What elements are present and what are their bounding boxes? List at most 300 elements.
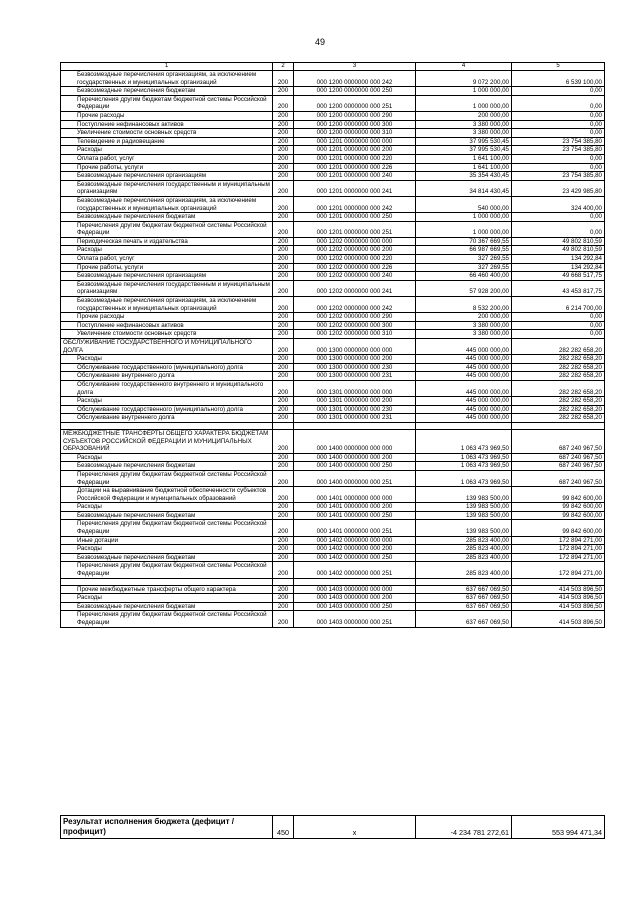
row-classification: 000 1403 0000000 000 000 xyxy=(294,585,416,594)
spacer-cell xyxy=(416,422,512,429)
row-actual-value: 43 453 817,75 xyxy=(512,280,605,296)
row-classification: 000 1200 0000000 000 250 xyxy=(294,87,416,96)
row-actual-value: 134 292,84 xyxy=(512,263,605,272)
row-classification: 000 1300 0000000 000 000 xyxy=(294,339,416,355)
row-plan-value: 637 667 069,50 xyxy=(416,585,512,594)
row-plan-value: 285 823 400,00 xyxy=(416,553,512,562)
table-row xyxy=(61,511,605,520)
row-plan-value: 1 641 100,00 xyxy=(416,163,512,172)
table-row xyxy=(61,453,605,462)
row-classification: 000 1401 0000000 000 251 xyxy=(294,520,416,536)
row-code: 200 xyxy=(273,237,294,246)
row-classification: 000 1401 0000000 000 250 xyxy=(294,511,416,520)
row-actual-value: 0,00 xyxy=(512,330,605,339)
row-plan-value: 445 000 000,00 xyxy=(416,380,512,396)
row-code: 200 xyxy=(273,397,294,406)
column-header: 5 xyxy=(512,63,605,71)
row-classification: 000 1202 0000000 000 241 xyxy=(294,280,416,296)
row-plan-value: 1 000 000,00 xyxy=(416,221,512,237)
row-actual-value: 0,00 xyxy=(512,213,605,222)
row-code: 200 xyxy=(273,453,294,462)
row-name: Обслуживание государственного (муниципального) долга xyxy=(61,405,273,414)
table-row xyxy=(61,414,605,423)
row-actual-value: 49 802 810,59 xyxy=(512,246,605,255)
table-row xyxy=(61,487,605,503)
result-row xyxy=(61,816,605,839)
row-plan-value: 3 380 000,00 xyxy=(416,321,512,330)
row-classification: 000 1202 0000000 000 290 xyxy=(294,313,416,322)
row-plan-value: 37 995 530,45 xyxy=(416,137,512,146)
table-row xyxy=(61,313,605,322)
table-row xyxy=(61,321,605,330)
row-code: 200 xyxy=(273,594,294,603)
row-name: Обслуживание государственного внутреннего и муниципального долга xyxy=(61,380,273,396)
spacer-cell xyxy=(294,422,416,429)
row-code: 200 xyxy=(273,380,294,396)
result-classification: x xyxy=(294,816,416,839)
row-classification: 000 1202 0000000 000 310 xyxy=(294,330,416,339)
row-name: Безвозмездные перечисления организациям xyxy=(61,272,273,281)
row-code: 200 xyxy=(273,321,294,330)
row-code: 200 xyxy=(273,536,294,545)
row-plan-value: 8 532 200,00 xyxy=(416,297,512,313)
row-code: 200 xyxy=(273,196,294,212)
row-code: 200 xyxy=(273,339,294,355)
row-actual-value: 99 842 600,00 xyxy=(512,503,605,512)
table-row xyxy=(61,297,605,313)
row-actual-value: 0,00 xyxy=(512,95,605,111)
row-classification: 000 1401 0000000 000 200 xyxy=(294,503,416,512)
row-code: 200 xyxy=(273,87,294,96)
page-number: 49 xyxy=(314,37,325,47)
row-classification: 000 1300 0000000 000 231 xyxy=(294,372,416,381)
table-row xyxy=(61,520,605,536)
row-plan-value: 445 000 000,00 xyxy=(416,414,512,423)
row-classification: 000 1300 0000000 000 200 xyxy=(294,355,416,364)
row-actual-value: 6 539 100,00 xyxy=(512,71,605,87)
row-code: 200 xyxy=(273,470,294,486)
table-row xyxy=(61,221,605,237)
row-classification: 000 1402 0000000 000 250 xyxy=(294,553,416,562)
row-actual-value: 172 894 271,00 xyxy=(512,536,605,545)
row-classification: 000 1200 0000000 000 300 xyxy=(294,120,416,129)
row-classification: 000 1201 0000000 000 000 xyxy=(294,137,416,146)
row-plan-value: 285 823 400,00 xyxy=(416,562,512,578)
row-plan-value: 445 000 000,00 xyxy=(416,397,512,406)
row-code: 200 xyxy=(273,330,294,339)
row-classification: 000 1403 0000000 000 200 xyxy=(294,594,416,603)
table-row xyxy=(61,602,605,611)
row-classification: 000 1403 0000000 000 251 xyxy=(294,611,416,627)
row-actual-value: 282 282 658,20 xyxy=(512,405,605,414)
row-plan-value: 57 928 200,00 xyxy=(416,280,512,296)
row-classification: 000 1400 0000000 000 251 xyxy=(294,470,416,486)
row-actual-value: 0,00 xyxy=(512,313,605,322)
row-classification: 000 1402 0000000 000 200 xyxy=(294,545,416,554)
row-name: Прочие расходы xyxy=(61,313,273,322)
row-name: Безвозмездные перечисления бюджетам xyxy=(61,87,273,96)
row-code: 200 xyxy=(273,154,294,163)
row-name: Оплата работ, услуг xyxy=(61,154,273,163)
table-row xyxy=(61,163,605,172)
row-name: Иные дотации xyxy=(61,536,273,545)
row-plan-value: 66 460 400,00 xyxy=(416,272,512,281)
table-row xyxy=(61,146,605,155)
row-code: 200 xyxy=(273,213,294,222)
row-classification: 000 1401 0000000 000 000 xyxy=(294,487,416,503)
row-name: Безвозмездные перечисления государственным и муниципальным организациям xyxy=(61,280,273,296)
row-classification: 000 1200 0000000 000 290 xyxy=(294,111,416,120)
row-classification: 000 1200 0000000 000 242 xyxy=(294,71,416,87)
row-name: Поступление нефинансовых активов xyxy=(61,120,273,129)
row-actual-value: 687 240 967,50 xyxy=(512,462,605,471)
row-name: Расходы xyxy=(61,503,273,512)
row-actual-value: 687 240 967,50 xyxy=(512,429,605,453)
table-row xyxy=(61,120,605,129)
row-name: Расходы xyxy=(61,355,273,364)
row-name: ОБСЛУЖИВАНИЕ ГОСУДАРСТВЕННОГО И МУНИЦИПАЛЬНОГО ДОЛГА xyxy=(61,339,273,355)
spacer-cell xyxy=(416,578,512,585)
row-classification: 000 1201 0000000 000 220 xyxy=(294,154,416,163)
row-plan-value: 139 983 500,00 xyxy=(416,487,512,503)
row-code: 200 xyxy=(273,429,294,453)
table-row xyxy=(61,246,605,255)
table-row xyxy=(61,503,605,512)
row-actual-value: 99 842 600,00 xyxy=(512,520,605,536)
row-name: Безвозмездные перечисления бюджетам xyxy=(61,553,273,562)
row-classification: 000 1301 0000000 000 000 xyxy=(294,380,416,396)
row-code: 200 xyxy=(273,602,294,611)
row-actual-value: 0,00 xyxy=(512,154,605,163)
row-classification: 000 1202 0000000 000 200 xyxy=(294,246,416,255)
row-actual-value: 0,00 xyxy=(512,120,605,129)
row-name: Безвозмездные перечисления бюджетам xyxy=(61,213,273,222)
table-row xyxy=(61,255,605,264)
row-plan-value: 445 000 000,00 xyxy=(416,405,512,414)
row-name: Безвозмездные перечисления организациям, за исключением государственных и муниципальных организаций xyxy=(61,71,273,87)
row-code: 200 xyxy=(273,221,294,237)
row-actual-value: 282 282 658,20 xyxy=(512,414,605,423)
row-code: 200 xyxy=(273,246,294,255)
row-plan-value: 139 983 500,00 xyxy=(416,503,512,512)
row-actual-value: 134 292,84 xyxy=(512,255,605,264)
row-plan-value: 200 000,00 xyxy=(416,111,512,120)
row-actual-value: 0,00 xyxy=(512,129,605,138)
table-row xyxy=(61,372,605,381)
row-code: 200 xyxy=(273,263,294,272)
row-actual-value: 0,00 xyxy=(512,87,605,96)
table-row xyxy=(61,172,605,181)
table-row xyxy=(61,339,605,355)
row-classification: 000 1300 0000000 000 230 xyxy=(294,363,416,372)
row-name: Обслуживание внутреннего долга xyxy=(61,414,273,423)
row-actual-value: 23 754 385,80 xyxy=(512,146,605,155)
table-row xyxy=(61,180,605,196)
row-plan-value: 1 063 473 969,50 xyxy=(416,453,512,462)
row-classification: 000 1200 0000000 000 310 xyxy=(294,129,416,138)
row-classification: 000 1400 0000000 000 200 xyxy=(294,453,416,462)
row-name: Расходы xyxy=(61,397,273,406)
row-name: Безвозмездные перечисления организациям, за исключением государственных и муниципальных организаций xyxy=(61,297,273,313)
row-name: Перечисления другим бюджетам бюджетной системы Российской Федерации xyxy=(61,562,273,578)
row-actual-value: 23 429 985,80 xyxy=(512,180,605,196)
spacer-row xyxy=(61,422,605,429)
row-classification: 000 1201 0000000 000 240 xyxy=(294,172,416,181)
row-code: 200 xyxy=(273,562,294,578)
row-plan-value: 35 354 430,45 xyxy=(416,172,512,181)
row-code: 200 xyxy=(273,71,294,87)
table-row xyxy=(61,280,605,296)
column-header: 4 xyxy=(416,63,512,71)
table-row xyxy=(61,330,605,339)
table-row xyxy=(61,380,605,396)
row-code: 200 xyxy=(273,520,294,536)
row-name: Увеличение стоимости основных средств xyxy=(61,330,273,339)
row-code: 200 xyxy=(273,272,294,281)
spacer-row xyxy=(61,578,605,585)
table-row xyxy=(61,553,605,562)
table-row xyxy=(61,272,605,281)
row-code: 200 xyxy=(273,462,294,471)
row-code: 200 xyxy=(273,414,294,423)
row-plan-value: 1 063 473 969,50 xyxy=(416,429,512,453)
row-plan-value: 1 000 000,00 xyxy=(416,87,512,96)
row-plan-value: 445 000 000,00 xyxy=(416,355,512,364)
row-code: 200 xyxy=(273,172,294,181)
row-classification: 000 1403 0000000 000 250 xyxy=(294,602,416,611)
row-plan-value: 445 000 000,00 xyxy=(416,372,512,381)
spacer-cell xyxy=(294,578,416,585)
table-row xyxy=(61,611,605,627)
row-name: Перечисления другим бюджетам бюджетной системы Российской Федерации xyxy=(61,611,273,627)
row-classification: 000 1202 0000000 000 300 xyxy=(294,321,416,330)
row-actual-value: 282 282 658,20 xyxy=(512,380,605,396)
row-actual-value: 172 894 271,00 xyxy=(512,553,605,562)
row-plan-value: 327 269,55 xyxy=(416,255,512,264)
row-name: Безвозмездные перечисления организациям xyxy=(61,172,273,181)
row-name: Прочие работы, услуги xyxy=(61,263,273,272)
row-plan-value: 34 814 430,45 xyxy=(416,180,512,196)
spacer-cell xyxy=(273,422,294,429)
row-plan-value: 1 641 100,00 xyxy=(416,154,512,163)
row-classification: 000 1402 0000000 000 000 xyxy=(294,536,416,545)
row-plan-value: 139 983 500,00 xyxy=(416,520,512,536)
row-code: 200 xyxy=(273,120,294,129)
row-code: 200 xyxy=(273,363,294,372)
row-name: Расходы xyxy=(61,594,273,603)
row-name: Прочие расходы xyxy=(61,111,273,120)
row-plan-value: 9 072 200,00 xyxy=(416,71,512,87)
table-row xyxy=(61,71,605,87)
row-plan-value: 200 000,00 xyxy=(416,313,512,322)
row-classification: 000 1202 0000000 000 240 xyxy=(294,272,416,281)
table-row xyxy=(61,470,605,486)
row-code: 200 xyxy=(273,545,294,554)
row-name: МЕЖБЮДЖЕТНЫЕ ТРАНСФЕРТЫ ОБЩЕГО ХАРАКТЕРА БЮДЖЕТАМ СУБЪЕКТОВ РОССИЙСКОЙ ФЕДЕРАЦИИ И МУНИЦИПАЛЬНЫХ ОБРАЗОВАНИЙ xyxy=(61,429,273,453)
table-row xyxy=(61,536,605,545)
row-actual-value: 0,00 xyxy=(512,221,605,237)
row-classification: 000 1201 0000000 000 226 xyxy=(294,163,416,172)
row-plan-value: 637 667 069,50 xyxy=(416,611,512,627)
row-plan-value: 3 380 000,00 xyxy=(416,120,512,129)
row-plan-value: 1 063 473 969,50 xyxy=(416,462,512,471)
table-row xyxy=(61,363,605,372)
row-classification: 000 1200 0000000 000 251 xyxy=(294,95,416,111)
row-code: 200 xyxy=(273,129,294,138)
row-name: Телевидение и радиовещание xyxy=(61,137,273,146)
row-actual-value: 49 802 810,59 xyxy=(512,237,605,246)
row-actual-value: 6 214 700,00 xyxy=(512,297,605,313)
row-actual-value: 23 754 385,80 xyxy=(512,172,605,181)
row-code: 200 xyxy=(273,487,294,503)
row-actual-value: 414 503 896,50 xyxy=(512,611,605,627)
table-row xyxy=(61,585,605,594)
row-name: Увеличение стоимости основных средств xyxy=(61,129,273,138)
table-row xyxy=(61,95,605,111)
row-actual-value: 282 282 658,20 xyxy=(512,339,605,355)
row-name: Расходы xyxy=(61,545,273,554)
spacer-cell xyxy=(61,578,273,585)
row-classification: 000 1301 0000000 000 200 xyxy=(294,397,416,406)
row-code: 200 xyxy=(273,553,294,562)
result-actual-value: 553 994 471,34 xyxy=(512,816,605,839)
row-code: 200 xyxy=(273,280,294,296)
row-plan-value: 285 823 400,00 xyxy=(416,536,512,545)
row-code: 200 xyxy=(273,313,294,322)
row-actual-value: 0,00 xyxy=(512,111,605,120)
table-row xyxy=(61,154,605,163)
row-classification: 000 1301 0000000 000 231 xyxy=(294,414,416,423)
row-code: 200 xyxy=(273,405,294,414)
row-name: Перечисления другим бюджетам бюджетной системы Российской Федерации xyxy=(61,221,273,237)
table-row xyxy=(61,263,605,272)
row-plan-value: 1 000 000,00 xyxy=(416,213,512,222)
row-code: 200 xyxy=(273,146,294,155)
spacer-cell xyxy=(61,422,273,429)
row-actual-value: 172 894 271,00 xyxy=(512,562,605,578)
column-header: 1 xyxy=(61,63,273,71)
row-actual-value: 99 842 600,00 xyxy=(512,487,605,503)
row-actual-value: 324 400,00 xyxy=(512,196,605,212)
table-row xyxy=(61,237,605,246)
row-code: 200 xyxy=(273,95,294,111)
row-code: 200 xyxy=(273,255,294,264)
row-name: Безвозмездные перечисления бюджетам xyxy=(61,511,273,520)
row-name: Перечисления другим бюджетам бюджетной системы Российской Федерации xyxy=(61,95,273,111)
row-actual-value: 414 503 896,50 xyxy=(512,594,605,603)
row-classification: 000 1402 0000000 000 251 xyxy=(294,562,416,578)
row-classification: 000 1201 0000000 000 200 xyxy=(294,146,416,155)
row-plan-value: 1 000 000,00 xyxy=(416,95,512,111)
row-actual-value: 0,00 xyxy=(512,321,605,330)
row-name: Расходы xyxy=(61,246,273,255)
row-actual-value: 414 503 896,50 xyxy=(512,602,605,611)
row-actual-value: 282 282 658,20 xyxy=(512,372,605,381)
row-code: 200 xyxy=(273,355,294,364)
spacer-cell xyxy=(273,578,294,585)
row-code: 200 xyxy=(273,511,294,520)
table-row xyxy=(61,429,605,453)
row-name: Поступление нефинансовых активов xyxy=(61,321,273,330)
table-row xyxy=(61,111,605,120)
row-classification: 000 1400 0000000 000 000 xyxy=(294,429,416,453)
row-classification: 000 1202 0000000 000 242 xyxy=(294,297,416,313)
column-header: 2 xyxy=(273,63,294,71)
table-row xyxy=(61,87,605,96)
row-name: Безвозмездные перечисления государственным и муниципальным организациям xyxy=(61,180,273,196)
table-row xyxy=(61,405,605,414)
row-classification: 000 1201 0000000 000 250 xyxy=(294,213,416,222)
result-table xyxy=(60,815,605,839)
budget-table xyxy=(60,62,605,628)
row-name: Перечисления другим бюджетам бюджетной системы Российской Федерации xyxy=(61,520,273,536)
row-name: Перечисления другим бюджетам бюджетной системы Российской Федерации xyxy=(61,470,273,486)
row-actual-value: 282 282 658,20 xyxy=(512,355,605,364)
row-plan-value: 70 367 669,55 xyxy=(416,237,512,246)
row-code: 200 xyxy=(273,111,294,120)
row-code: 200 xyxy=(273,163,294,172)
table-row xyxy=(61,397,605,406)
row-name: Прочие работы, услуги xyxy=(61,163,273,172)
row-plan-value: 637 667 069,50 xyxy=(416,594,512,603)
row-code: 200 xyxy=(273,137,294,146)
result-plan-value: -4 234 781 272,61 xyxy=(416,816,512,839)
row-name: Периодическая печать и издательства xyxy=(61,237,273,246)
row-actual-value: 282 282 658,20 xyxy=(512,397,605,406)
row-code: 200 xyxy=(273,372,294,381)
row-plan-value: 285 823 400,00 xyxy=(416,545,512,554)
table-row xyxy=(61,355,605,364)
row-name: Безвозмездные перечисления бюджетам xyxy=(61,602,273,611)
row-plan-value: 3 380 000,00 xyxy=(416,330,512,339)
row-classification: 000 1301 0000000 000 230 xyxy=(294,405,416,414)
row-name: Расходы xyxy=(61,453,273,462)
result-label: Результат исполнения бюджета (дефицит / профицит) xyxy=(61,816,273,839)
row-code: 200 xyxy=(273,503,294,512)
row-plan-value: 37 995 530,45 xyxy=(416,146,512,155)
table-row xyxy=(61,196,605,212)
row-classification: 000 1202 0000000 000 226 xyxy=(294,263,416,272)
row-plan-value: 445 000 000,00 xyxy=(416,363,512,372)
row-name: Безвозмездные перечисления организациям, за исключением государственных и муниципальных организаций xyxy=(61,196,273,212)
row-name: Прочие межбюджетные трансферты общего характера xyxy=(61,585,273,594)
row-actual-value: 414 503 896,50 xyxy=(512,585,605,594)
table-row xyxy=(61,562,605,578)
row-classification: 000 1202 0000000 000 220 xyxy=(294,255,416,264)
row-actual-value: 23 754 385,80 xyxy=(512,137,605,146)
row-classification: 000 1201 0000000 000 251 xyxy=(294,221,416,237)
row-actual-value: 99 842 600,00 xyxy=(512,511,605,520)
row-actual-value: 687 240 967,50 xyxy=(512,453,605,462)
row-code: 200 xyxy=(273,180,294,196)
row-classification: 000 1202 0000000 000 000 xyxy=(294,237,416,246)
row-plan-value: 139 983 500,00 xyxy=(416,511,512,520)
table-row xyxy=(61,462,605,471)
row-name: Обслуживание государственного (муниципального) долга xyxy=(61,363,273,372)
table-header-row xyxy=(61,63,605,71)
row-plan-value: 445 000 000,00 xyxy=(416,339,512,355)
row-plan-value: 3 380 000,00 xyxy=(416,129,512,138)
table-row xyxy=(61,129,605,138)
row-actual-value: 282 282 658,20 xyxy=(512,363,605,372)
row-actual-value: 687 240 967,50 xyxy=(512,470,605,486)
table-row xyxy=(61,137,605,146)
row-classification: 000 1201 0000000 000 242 xyxy=(294,196,416,212)
row-plan-value: 66 987 669,55 xyxy=(416,246,512,255)
row-plan-value: 1 063 473 969,50 xyxy=(416,470,512,486)
row-actual-value: 0,00 xyxy=(512,163,605,172)
row-code: 200 xyxy=(273,297,294,313)
